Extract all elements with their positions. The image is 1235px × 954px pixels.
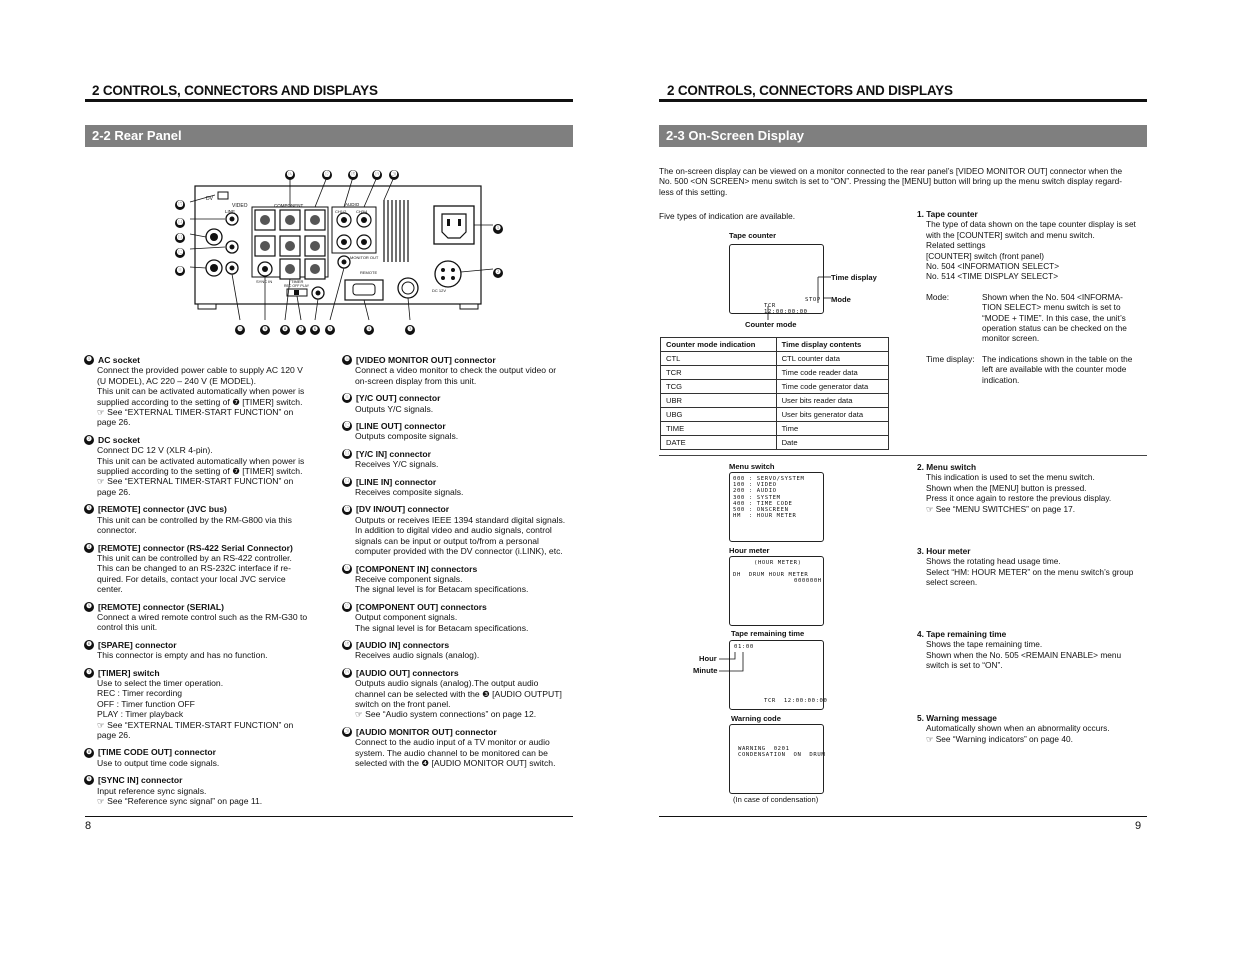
desc-title: 1. Tape counter (917, 209, 978, 219)
menu-line: 300 : SYSTEM (733, 494, 781, 501)
callout-15: ⓯ (176, 200, 184, 208)
warning-note: (In case of condensation) (733, 795, 819, 804)
item-dv-in-out: ⓯ [DV IN/OUT] connector Outputs or receives IEEE 1394 standard digital signals. In addition to digital video and audio signals, control signals can be input or output to/from a personal computer provided with the DV connector (i.LINK), etc. (343, 504, 566, 557)
table-row (661, 380, 889, 394)
desc-title: 3. Hour meter (917, 546, 971, 556)
panel-label-video: VIDEO (232, 203, 248, 209)
callout-16: ⓰ (286, 170, 294, 178)
desc-tape-counter (917, 209, 1149, 385)
item-audio-out: ⓳ [AUDIO OUT] connectors Outputs audio signals (analog).The output audio channel can be selected with the ❸ [AUDIO OUTPUT] switch on the front panel. ☞ See “Audio system connections” on page 12. (343, 667, 562, 720)
menu-switch-screen (729, 472, 824, 542)
remaining-time-text: 01:00 (734, 644, 754, 650)
warning-code-screen (729, 724, 824, 794)
item-line-out: ⓬ [LINE OUT] connector Outputs composite signals. (343, 421, 459, 442)
panel-label-sync-in: SYNC IN (256, 279, 273, 284)
callout-8: ❽ (280, 321, 290, 339)
five-types-text: Five types of indication are available. (659, 211, 796, 221)
callout-19: ⓳ (373, 170, 381, 178)
item-video-monitor-out: ❿ [VIDEO MONITOR OUT] connector Connect a video monitor to check the output video or on-screen display from this unit. (355, 355, 570, 386)
table-cell: DATE (661, 436, 777, 450)
mode-label: Mode (831, 295, 851, 304)
panel-label-ch34: CH3/4 (356, 209, 368, 214)
warning-code-caption: Warning code (731, 714, 781, 723)
item-remote-rs422: ❹ [REMOTE] connector (RS-422 Serial Connector) This unit can be controlled by an RS-422 controller. This can be changed to an RS-232C interface if re- quired. For details, contact your local JVC service center. (97, 543, 337, 595)
table-row (661, 352, 889, 366)
item-remote-jvc: ❸ [REMOTE] connector (JVC bus) This unit can be controlled by the RM-G800 via this connector. (97, 504, 337, 535)
callout-7: ❼ (296, 321, 306, 339)
menu-switch-caption: Menu switch (729, 462, 775, 471)
rear-panel-drawing (170, 162, 510, 337)
desc-title: 4. Tape remaining time (917, 629, 1007, 639)
callout-11: ⓫ (176, 266, 184, 274)
item-component-out: ⓱ [COMPONENT OUT] connectors Output component signals. The signal level is for Betacam specifications. (343, 601, 529, 633)
warning-line: WARNING 0201 (738, 746, 790, 752)
item-line-in: ⓮ [LINE IN] connector Receives composite signals. (343, 476, 464, 498)
desc-def: The indications shown in the table on the left are available with the counter mode indication. (982, 353, 1133, 385)
tape-remaining-leaders (715, 645, 755, 675)
callout-6: ❻ (310, 321, 320, 339)
tape-counter-caption: Tape counter (729, 231, 777, 240)
menu-line: 400 : TIME CODE (733, 500, 793, 507)
left-chapter-rule (85, 99, 573, 102)
callout-9: ❾ (260, 321, 270, 339)
panel-label-remote: REMOTE (360, 270, 378, 275)
remaining-tcr-text: TCR 12:00:00:00 (764, 698, 828, 704)
table-cell: TCG (661, 380, 777, 394)
desc-body: This indication is used to set the menu switch. Shown when the [MENU] button is pressed. Press it once again to restore the previous display. ☞ See “MENU SWITCHES” on page 17. (926, 472, 1112, 514)
panel-label-rec-play: REC OFF PLAY (284, 284, 310, 288)
panel-label-line: LINE (225, 209, 236, 214)
right-chapter-title: 2 CONTROLS, CONNECTORS AND DISPLAYS (667, 83, 953, 98)
desc-hour-meter (917, 546, 1149, 588)
desc-title: 5. Warning message (917, 713, 997, 723)
callout-10: ❿ (235, 321, 245, 339)
table-cell: UBR (661, 394, 777, 408)
item-time-code-out: ❽ [TIME CODE OUT] connector Use to output time code signals. (97, 747, 337, 768)
table-header-row (661, 338, 889, 352)
hour-meter-line: DH DRUM HOUR METER (733, 572, 809, 578)
panel-label-dv: DV (206, 196, 213, 202)
desc-title: 2. Menu switch (917, 462, 977, 472)
table-row (661, 422, 889, 436)
panel-label-ch12: CH1/2 (335, 209, 347, 214)
counter-mode-label: Counter mode (745, 320, 797, 329)
hour-meter-title: (HOUR METER) (754, 560, 802, 566)
table-cell: CTL (661, 352, 777, 366)
menu-line: 500 : ONSCREEN (733, 507, 789, 514)
callout-20: ⓴ (390, 170, 398, 178)
callout-17: ⓱ (323, 170, 331, 178)
table-row (661, 408, 889, 422)
table-row (661, 394, 889, 408)
desc-tape-remaining (917, 629, 1149, 671)
callout-2: ❷ (493, 264, 503, 282)
hour-meter-screen (729, 556, 824, 626)
right-chapter-rule (659, 99, 1147, 102)
item-ac-socket: ❶ AC socket Connect the provided power cable to supply AC 120 V (U MODEL), AC 220 – 240 V (E MODEL). This unit can be activated automatically when power is supplied according to the setting of ❼ [TIMER] switch. ☞ See “EXTERNAL TIMER-START FUNCTION” on page 26. (97, 355, 337, 428)
item-yc-in: ⓭ [Y/C IN] connector Receives Y/C signals. (343, 448, 439, 470)
menu-line: HM : HOUR METER (733, 513, 797, 520)
desc-menu-switch (917, 462, 1149, 514)
desc-time-row (917, 354, 1149, 385)
minute-label: Minute (693, 666, 718, 675)
item-audio-in: ⓲ [AUDIO IN] connectors Receives audio signals (analog). (343, 639, 480, 661)
desc-def: Shown when the No. 504 <INFORMA- TION SELECT> menu switch is set to “MODE + TIME”. In this case, the unit’s operation status can be checked on the monitor screen. (982, 291, 1127, 344)
callout-12: ⓬ (176, 248, 184, 256)
desc-body: Shows the rotating head usage time. Select “HM: HOUR METER” on the menu switch’s group select screen. (926, 556, 1134, 588)
tape-remaining-caption: Tape remaining time (731, 629, 805, 638)
item-audio-monitor-out: ⓴ [AUDIO MONITOR OUT] connector Connect to the audio input of a TV monitor or audio system. The audio channel to be monitored can be selected with the ❹ [AUDIO MONITOR OUT] switch. (343, 726, 556, 768)
item-dc-socket: ❷ DC socket Connect DC 12 V (XLR 4-pin). This unit can be activated automatically when power is supplied according to the setting of ❼ [TIMER] switch. ☞ See “EXTERNAL TIMER-START FUNCTION” on page 26. (97, 435, 337, 497)
right-separator (659, 455, 1147, 456)
callout-1: ❶ (493, 220, 503, 238)
desc-body: Automatically shown when an abnormality occurs. ☞ See “Warning indicators” on page 40. (926, 723, 1110, 744)
callout-18: ⓲ (349, 170, 357, 178)
item-component-in: ⓰ [COMPONENT IN] connectors Receive component signals. The signal level is for Betacam specifications. (343, 563, 529, 595)
desc-term: Mode: (926, 291, 950, 302)
tape-counter-leaders (760, 270, 835, 322)
table-cell: Time (776, 422, 888, 436)
hour-meter-value: 000000H (794, 578, 822, 584)
table-cell: CTL counter data (776, 352, 888, 366)
desc-term: Time display: (926, 353, 975, 364)
right-section-title: 2-3 On-Screen Display (659, 125, 1147, 147)
panel-label-monitor-out: MONITOR OUT (350, 255, 379, 260)
table-cell: User bits generator data (776, 408, 888, 422)
left-section-title: 2-2 Rear Panel (85, 125, 573, 147)
rear-panel-figure (170, 162, 510, 337)
desc-mode-row (917, 292, 1149, 344)
callout-5: ❺ (325, 321, 335, 339)
desc-warning (917, 713, 1149, 744)
hour-meter-caption: Hour meter (729, 546, 770, 555)
left-items-col2 (343, 355, 570, 768)
warning-line: CONDENSATION ON DRUM (738, 752, 826, 758)
table-cell: Date (776, 436, 888, 450)
item-remote-serial: ❺ [REMOTE] connector (SERIAL) Connect a wired remote control such as the RM-G30 to control this unit. (97, 602, 337, 633)
osd-intro: The on-screen display can be viewed on a monitor connected to the rear panel’s [VIDEO MONITOR OUT] connector when the No. 500 <ON SCREEN> menu switch is set to “ON”. Pressing the [MENU] button will bring up the menu switch display regard- less of this setting. (659, 166, 1123, 197)
panel-label-audio: AUDIO (345, 202, 360, 207)
table-header-cell: Counter mode indication (661, 338, 777, 352)
callout-3: ❸ (405, 321, 415, 339)
time-display-label: Time display (831, 273, 877, 282)
panel-label-component: COMPONENT (274, 203, 304, 208)
callout-14: ⓮ (176, 218, 184, 226)
menu-line: 000 : SERVO/SYSTEM (733, 476, 805, 482)
left-items-col1 (86, 355, 337, 807)
hour-label: Hour (699, 654, 717, 663)
table-row (661, 366, 889, 380)
counter-mode-table (660, 337, 889, 450)
right-footer-rule (659, 816, 1147, 817)
callout-13: ⓭ (176, 233, 184, 241)
left-page-number: 8 (85, 820, 92, 832)
right-page-number: 9 (1135, 820, 1142, 832)
item-timer: ❼ [TIMER] switch Use to select the timer operation. REC : Timer recording OFF : Timer function OFF PLAY : Timer playback ☞ See “EXTERNAL TIMER-START FUNCTION” on page 26. (97, 668, 337, 741)
screen-tcr-text: TCR 12:00:00:00 (764, 303, 808, 316)
item-yc-out: ⓫ [Y/C OUT] connector Outputs Y/C signals. (343, 393, 441, 414)
screen-stop-text: STOP (805, 297, 821, 303)
table-row (661, 436, 889, 450)
callout-4: ❹ (364, 321, 374, 339)
table-cell: TCR (661, 366, 777, 380)
left-footer-rule (85, 816, 573, 817)
table-header-cell: Time display contents (776, 338, 888, 352)
table-cell: User bits reader data (776, 394, 888, 408)
panel-label-timer: TIMER (291, 279, 304, 284)
item-spare: ❻ [SPARE] connector This connector is empty and has no function. (97, 640, 337, 661)
left-chapter-title: 2 CONTROLS, CONNECTORS AND DISPLAYS (92, 83, 378, 98)
item-sync-in: ❾ [SYNC IN] connector Input reference sync signals. ☞ See “Reference sync signal” on page 11. (97, 775, 337, 806)
table-cell: TIME (661, 422, 777, 436)
table-cell: Time code reader data (776, 366, 888, 380)
menu-line: 200 : AUDIO (733, 488, 777, 495)
menu-line: 100 : VIDEO (733, 482, 777, 489)
table-cell: Time code generator data (776, 380, 888, 394)
desc-body: Shows the tape remaining time. Shown when the No. 505 <REMAIN ENABLE> menu switch is set to “ON”. (926, 639, 1122, 671)
panel-label-dc12v: DC 12V (432, 288, 447, 293)
desc-body: The type of data shown on the tape counter display is set with the [COUNTER] switch and menu switch. Related settings [COUNTER] switch (front panel) No. 504 <INFORMATION SELECT> No. 514 <TIME DISPLAY SELECT> (926, 219, 1136, 282)
table-cell: UBG (661, 408, 777, 422)
